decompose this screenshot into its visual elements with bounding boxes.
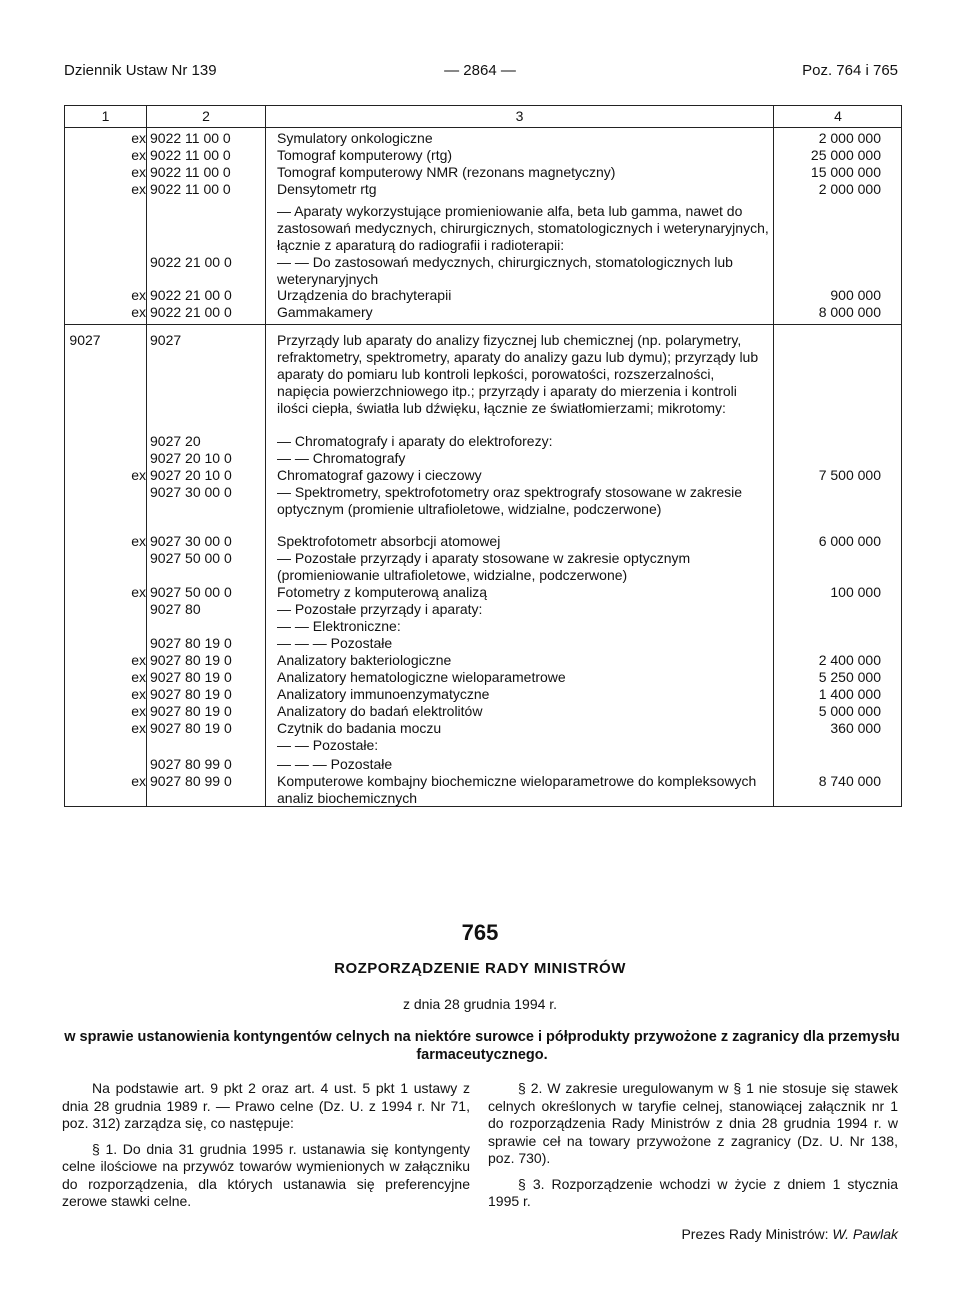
cell-ex-marker: ex [131,287,146,303]
cell-description: Spektrofotometr absorbcji atomowej [277,533,501,549]
cell-code: 9027 50 00 0 [150,584,232,600]
cell-description: Densytometr rtg [277,181,377,197]
cell-description: Analizatory immunoenzymatyczne [277,686,490,702]
cell-ex-marker: ex [131,304,146,320]
cell-description: Komputerowe kombajny biochemiczne wieloparametrowe do kompleksowych analiz biochemicznych [277,773,757,806]
cell-ex-marker: ex [131,533,146,549]
column-header: 3 [515,108,524,124]
cell-description: — Pozostałe przyrządy i aparaty: [277,601,483,617]
cell-code: 9027 20 10 0 [150,467,232,483]
cell-code: 9027 20 10 0 [150,450,232,466]
cell-code: 9027 80 19 0 [150,669,232,685]
paragraph-3: § 3. Rozporządzenie wchodzi w życie z dniem 1 stycznia 1995 r. [488,1175,898,1209]
paragraph-2: § 2. W zakresie uregulowanym w § 1 nie stosuje się stawek celnych określonych w taryfie celnej, stanowiącej załącznik nr 1 do rozporządzenia Rady Ministrów z dnia 28 grudnia 1994 r. w sprawie ceł na towary przywożone z zagranicy (Dz. U. Nr 138, poz. 730). [488,1080,898,1166]
signature [681,1226,898,1242]
cell-ex-marker: ex [131,669,146,685]
cell-code: 9022 11 00 0 [150,147,231,163]
article-subject: w sprawie ustanowienia kontyngentów celnych na niektóre surowce i półprodukty przywożone z zagranicy dla przemysłu farmaceutycznego. [64,1029,900,1063]
cell-quota: 8 000 000 [818,304,881,320]
article-date: z dnia 28 grudnia 1994 r. [402,996,558,1012]
cell-ex-marker: ex [131,467,146,483]
cell-ex-marker: ex [131,130,146,146]
cell-quota: 5 000 000 [818,703,881,719]
cell-description: — — Pozostałe: [277,737,379,753]
column-divider [773,106,774,806]
cell-description: — — Chromatografy [277,450,406,466]
signature-name: W. Pawlak [832,1226,898,1242]
column-divider [265,106,266,806]
cell-description: Fotometry z komputerową analizą [277,584,488,600]
cell-code: 9027 30 00 0 [150,484,232,500]
cell-ex-marker: ex [131,686,146,702]
cell-description: Chromatograf gazowy i cieczowy [277,467,482,483]
cell-code: 9027 80 99 0 [150,756,232,772]
cell-description: — Aparaty wykorzystujące promieniowanie alfa, beta lub gamma, nawet do zastosowań medycznych, chirurgicznych, stomatologicznych i weterynaryjnych, łącznie z aparaturą do radiografii i radioterapii: [277,203,769,253]
legal-basis: Na podstawie art. 9 pkt 2 oraz art. 4 ust. 5 pkt 1 ustawy z dnia 28 grudnia 1989 r. — Prawo celne (Dz. U. z 1994 r. Nr 71, poz. 312) zarządza się, co następuje: [62,1080,470,1131]
cell-description: — Chromatografy i aparaty do elektroforezy: [277,433,553,449]
cell-ex-marker: ex [131,164,146,180]
tariff-table [64,105,902,807]
cell-description: Analizatory hematologiczne wieloparametrowe [277,669,566,685]
cell-code: 9027 80 19 0 [150,635,232,651]
cell-description: — — — Pozostałe [277,756,393,772]
cell-code: 9022 11 00 0 [150,130,231,146]
cell-code: 9027 80 [150,601,201,617]
cell-quota: 2 400 000 [818,652,881,668]
cell-description: — Spektrometry, spektrofotometry oraz spektrografy stosowane w zakresie optycznym (promienie ultrafioletowe, widzialne, podczerwone) [277,484,743,517]
cell-ex-marker: ex [131,652,146,668]
signature-role: Prezes Rady Ministrów: [681,1226,829,1242]
cell-ex-marker: ex [131,703,146,719]
cell-description: — Pozostałe przyrządy i aparaty stosowane w zakresie optycznym (promieniowanie ultrafioletowe, widzialne, podczerwone) [277,550,691,583]
left-column [62,1080,470,1219]
cell-code: 9027 80 19 0 [150,686,232,702]
cell-quota: 7 500 000 [818,467,881,483]
cell-description: Czytnik do badania moczu [277,720,442,736]
cell-ex-marker: ex [131,720,146,736]
cell-description: — — Do zastosowań medycznych, chirurgicznych, stomatologicznych lub weterynaryjnych [277,254,733,287]
header-page-number: — 2864 — [444,62,516,79]
cell-code: 9027 80 19 0 [150,652,232,668]
cell-description: Przyrządy lub aparaty do analizy fizycznej lub chemicznej (np. polarymetry, refraktometry, spektrometry, aparaty do analizy gazu lub dymu); przyrządy lub aparaty do pomiaru lub kontroli lepkości, porowatości, rozszerzalności, napięcia powierzchniowego itp.; przyrządy i aparaty do mierzenia i kontroli ilości ciepła, światła lub dźwięku, łącznie ze światłomierzami; mikrotomy: [277,332,759,416]
article-number: 765 [461,920,499,945]
cell-quota: 25 000 000 [810,147,881,163]
cell-ex-marker: ex [131,147,146,163]
cell-code: 9027 80 19 0 [150,720,232,736]
cell-code: 9022 11 00 0 [150,164,231,180]
cell-description: Urządzenia do brachyterapii [277,287,452,303]
cell-code: 9027 50 00 0 [150,550,232,566]
section-divider [65,324,901,325]
cell-quota: 15 000 000 [810,164,881,180]
header-journal: Dziennik Ustaw Nr 139 [64,62,217,79]
cell-description: — — — Pozostałe [277,635,393,651]
cell-code: 9027 30 00 0 [150,533,232,549]
cell-ex-marker: ex [131,181,146,197]
cell-description: Tomograf komputerowy NMR (rezonans magnetyczny) [277,164,616,180]
right-column [488,1080,898,1219]
cell-code: 9022 21 00 0 [150,304,232,320]
cell-description: Symulatory onkologiczne [277,130,433,146]
cell-code: 9022 21 00 0 [150,254,232,270]
cell-quota: 5 250 000 [818,669,881,685]
cell-quota: 2 000 000 [818,181,881,197]
header-position: Poz. 764 i 765 [802,62,898,79]
cell-code: 9027 80 99 0 [150,773,232,789]
cell-quota: 2 000 000 [818,130,881,146]
cell-description: Gammakamery [277,304,373,320]
cell-description: — — Elektroniczne: [277,618,401,634]
cell-quota: 100 000 [830,584,881,600]
cell-ex-marker: 9027 [69,332,101,348]
column-divider [146,106,147,806]
cell-description: Tomograf komputerowy (rtg) [277,147,453,163]
article-title: ROZPORZĄDZENIE RADY MINISTRÓW [334,960,626,977]
column-header: 2 [202,108,210,124]
cell-code: 9027 80 19 0 [150,703,232,719]
cell-ex-marker: ex [131,773,146,789]
cell-quota: 1 400 000 [818,686,881,702]
cell-quota: 6 000 000 [818,533,881,549]
cell-code: 9027 20 [150,433,201,449]
cell-code: 9027 [150,332,182,348]
column-header: 1 [101,108,110,124]
cell-description: Analizatory bakteriologiczne [277,652,452,668]
cell-description: Analizatory do badań elektrolitów [277,703,483,719]
cell-ex-marker: ex [131,584,146,600]
cell-quota: 360 000 [830,720,881,736]
cell-code: 9022 21 00 0 [150,287,232,303]
cell-quota: 900 000 [830,287,881,303]
header-divider [65,127,901,128]
cell-code: 9022 11 00 0 [150,181,231,197]
cell-quota: 8 740 000 [818,773,881,789]
column-header: 4 [834,108,842,124]
paragraph-1: § 1. Do dnia 31 grudnia 1995 r. ustanawia się kontyngenty celne ilościowe na przywóz towarów wymienionych w załączniku do rozporządzenia, dla których ustanawia się preferencyjne zerowe stawki celne. [62,1140,470,1209]
